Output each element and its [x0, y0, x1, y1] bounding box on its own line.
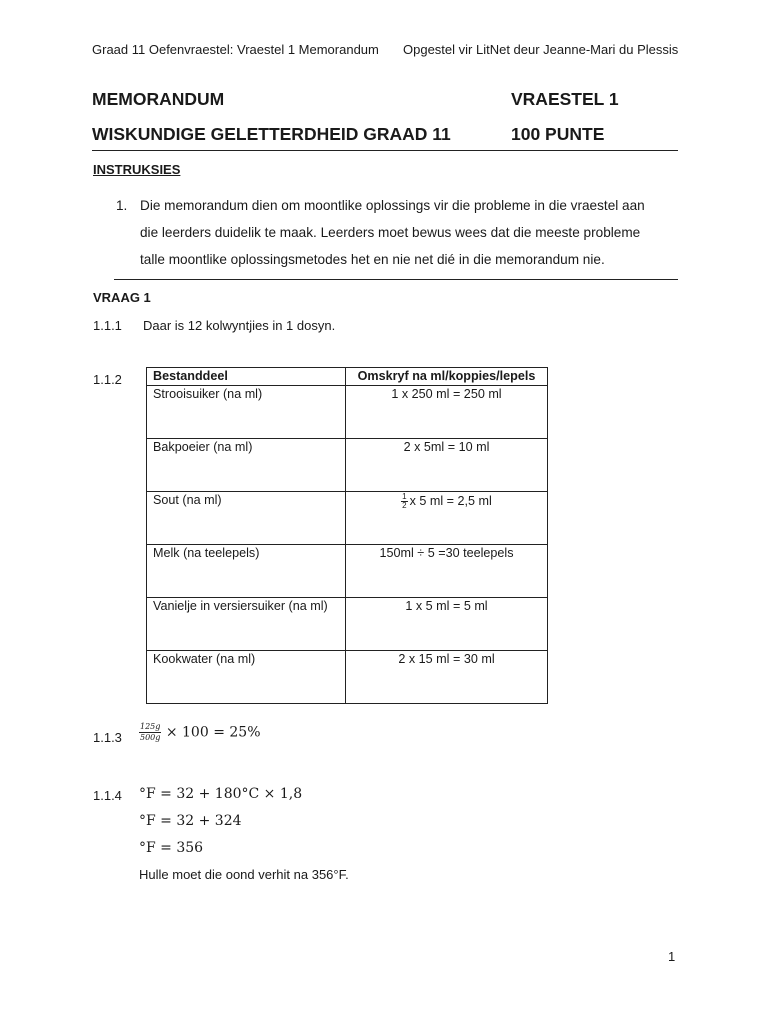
instruction-line: die leerders duidelik te maak. Leerders moet bewus wees dat die meeste probleme: [140, 225, 641, 240]
table-cell: 1 x 250 ml = 250 ml: [346, 386, 548, 439]
table-cell: Kookwater (na ml): [147, 651, 346, 704]
table-cell: Melk (na teelepels): [147, 545, 346, 598]
fraction-numerator: 125g: [140, 722, 161, 731]
table-row: [147, 651, 548, 704]
table-cell-text: x 5 ml = 2,5 ml: [409, 493, 492, 508]
running-header-right: Opgestel vir LitNet deur Jeanne-Mari du Plessis: [403, 42, 679, 57]
q112-number: 1.1.2: [93, 372, 122, 387]
q113-expression: [139, 723, 261, 742]
table-header-cell: Bestanddeel: [147, 368, 346, 386]
q113-result: × 100 = 25%: [165, 724, 261, 741]
table-header-row: [147, 368, 548, 386]
q114-line: °F = 32 + 180°C × 1,8: [139, 786, 303, 802]
table-cell: 2 x 15 ml = 30 ml: [346, 651, 548, 704]
table-row: [147, 386, 548, 439]
table-row: [147, 439, 548, 492]
table-cell: [346, 492, 548, 545]
instructions-divider: [114, 279, 678, 280]
q114-line: °F = 356: [139, 840, 204, 856]
q114-line: °F = 32 + 324: [139, 813, 242, 829]
q113-number: 1.1.3: [93, 730, 122, 745]
fraction-denominator: 2: [402, 501, 407, 510]
table-cell: Strooisuiker (na ml): [147, 386, 346, 439]
q113-fraction: [139, 723, 161, 742]
instructions-heading: INSTRUKSIES: [93, 162, 181, 177]
fraction-denominator: 500g: [140, 733, 161, 742]
table-cell: Bakpoeier (na ml): [147, 439, 346, 492]
q111-number: 1.1.1: [93, 318, 122, 333]
title-divider: [92, 150, 678, 151]
fraction-numerator: 1: [402, 492, 407, 501]
half-fraction: [401, 493, 407, 510]
subject-title: WISKUNDIGE GELETTERDHEID GRAAD 11: [92, 124, 451, 144]
marks-title: 100 PUNTE: [511, 124, 605, 144]
running-header-left: Graad 11 Oefenvraestel: Vraestel 1 Memorandum: [92, 42, 379, 57]
table-cell: Sout (na ml): [147, 492, 346, 545]
instruction-line: Die memorandum dien om moontlike oplossings vir die probleme in die vraestel aan: [140, 198, 645, 213]
q114-number: 1.1.4: [93, 788, 122, 803]
table-row: [147, 492, 548, 545]
table-cell: 2 x 5ml = 10 ml: [346, 439, 548, 492]
q114-conclusion: Hulle moet die oond verhit na 356°F.: [139, 867, 349, 882]
table-cell: 150ml ÷ 5 =30 teelepels: [346, 545, 548, 598]
memo-title: MEMORANDUM: [92, 89, 225, 109]
q111-answer: Daar is 12 kolwyntjies in 1 dosyn.: [143, 318, 336, 333]
table-header-cell: Omskryf na ml/koppies/lepels: [346, 368, 548, 386]
ingredients-table: [146, 367, 548, 704]
instruction-number: 1.: [116, 198, 128, 213]
table-cell: 1 x 5 ml = 5 ml: [346, 598, 548, 651]
table-row: [147, 598, 548, 651]
table-cell: Vanielje in versiersuiker (na ml): [147, 598, 346, 651]
instruction-line: talle moontlike oplossingsmetodes het en nie net dié in die memorandum nie.: [140, 252, 605, 267]
question-heading: VRAAG 1: [93, 290, 151, 305]
paper-title: VRAESTEL 1: [511, 89, 619, 109]
page-number: 1: [668, 949, 676, 964]
table-row: [147, 545, 548, 598]
